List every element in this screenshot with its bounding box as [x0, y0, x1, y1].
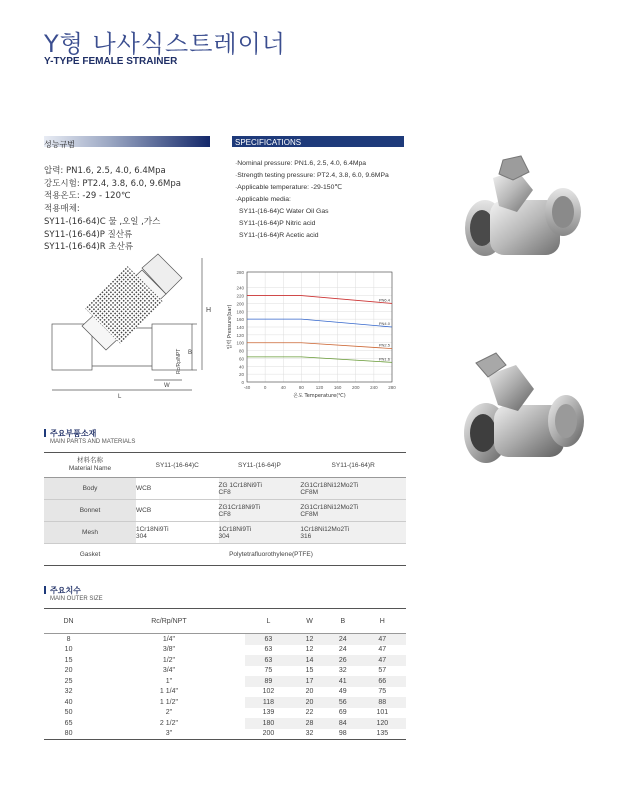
- page-title-english: Y-TYPE FEMALE STRAINER: [44, 56, 178, 67]
- parts-col-material: [44, 453, 136, 478]
- dims-cell: 15: [305, 667, 314, 675]
- chart-x-tick: 120: [315, 385, 324, 390]
- chart-series-label: PN1.6: [378, 356, 390, 362]
- dims-row: [44, 676, 406, 687]
- dim-b-label: B: [188, 350, 193, 356]
- spec-list-english: [235, 158, 389, 242]
- dims-cell: 57: [378, 667, 387, 675]
- dims-cell: 12: [305, 646, 314, 654]
- chart-y-label: 압력 Pressure(bar): [227, 304, 233, 350]
- dims-row: [44, 687, 406, 698]
- chart-x-tick: 40: [280, 385, 286, 390]
- dims-cell: 75: [264, 667, 273, 675]
- chart-y-tick: 280: [236, 270, 244, 275]
- dims-row: [44, 708, 406, 719]
- spec-line: 강도시험: PT2.4, 3.8, 6.0, 9.6Mpa: [44, 178, 181, 189]
- chart-x-tick: 240: [370, 385, 378, 390]
- chart-y-tick: 0: [241, 380, 244, 385]
- dims-cell: 20: [305, 688, 314, 696]
- dims-cell: 15: [64, 656, 73, 664]
- dims-cell: 3": [165, 730, 173, 738]
- dims-cell: 32: [338, 667, 347, 675]
- dims-row: [44, 634, 406, 645]
- dims-cell: 63: [245, 634, 292, 645]
- spec-list-korean: [44, 165, 181, 254]
- chart-y-tick: 20: [238, 372, 244, 378]
- section-marker: [44, 586, 46, 594]
- dims-heading-ko: 주요치수: [50, 586, 81, 595]
- dims-cell: 50: [64, 709, 73, 717]
- dims-cell: 3/8": [162, 646, 176, 654]
- dim-rc-label: Rc/Rp/NPT: [176, 348, 182, 374]
- spec-line: SY11-(16-64)P 질산류: [44, 229, 133, 240]
- spec-line: ·Applicable media:: [235, 196, 291, 203]
- dims-cell: 69: [338, 709, 347, 717]
- dims-cell: 101: [376, 709, 389, 717]
- dims-row: [44, 655, 406, 666]
- spec-line: SY11-(16-64)C 물 ,오일 ,가스: [44, 216, 161, 227]
- parts-row: [44, 500, 406, 522]
- material-label-en: Material Name: [68, 465, 112, 472]
- parts-cell: ZG1Cr18Ni12Mo2Ti CF8M: [300, 478, 406, 500]
- dims-heading-en: MAIN OUTER SIZE: [50, 596, 103, 602]
- dims-cell: 102: [262, 688, 275, 696]
- chart-y-tick: 160: [236, 317, 244, 323]
- chart-y-tick: 200: [236, 301, 244, 307]
- parts-cell: Polytetrafluorothylene(PTFE): [229, 551, 313, 558]
- chart-series-label: PN6.4: [378, 297, 390, 303]
- dims-cell: 56: [327, 697, 359, 708]
- dim-h-label: H: [206, 307, 212, 314]
- parts-col-c: SY11-(16-64)C: [155, 461, 199, 469]
- dims-cell: 200: [262, 730, 275, 738]
- dims-cell: 98: [338, 730, 347, 738]
- parts-cell: Gasket: [79, 551, 101, 558]
- dims-cell: 10: [64, 646, 73, 654]
- dims-cell: 47: [359, 634, 406, 645]
- dims-cell: 17: [292, 676, 327, 687]
- parts-row: [44, 522, 406, 544]
- dims-row: [44, 645, 406, 656]
- parts-table: [44, 452, 406, 566]
- spec-line: 적용온도: -29 - 120℃: [44, 191, 131, 202]
- dims-cell: 14: [292, 655, 327, 666]
- parts-section-heading: [44, 428, 135, 445]
- dims-cell: 65: [64, 719, 73, 727]
- dims-row: [44, 666, 406, 677]
- parts-col-r: SY11-(16-64)R: [331, 461, 375, 469]
- dims-cell: 120: [359, 718, 406, 729]
- dims-cell: 139: [262, 709, 275, 717]
- dim-w-label: W: [164, 383, 170, 389]
- spec-line: SY11-(16-64)P Nitric acid: [239, 220, 316, 227]
- dims-cell: 135: [376, 730, 389, 738]
- chart-y-tick: 220: [236, 293, 244, 299]
- dims-row: [44, 697, 406, 708]
- dims-cell: 1/4": [162, 635, 176, 643]
- parts-cell: 1Cr18Ni9Ti 304: [219, 522, 301, 544]
- section-marker: [44, 429, 46, 437]
- dims-cell: 3/4": [162, 667, 176, 675]
- parts-cell: ZG1Cr18Ni9Ti CF8: [219, 500, 301, 522]
- dims-cell: 1/2": [162, 656, 176, 664]
- dimensions-table: [44, 608, 406, 740]
- dims-cell: 75: [378, 688, 387, 696]
- chart-x-tick: 160: [333, 385, 342, 390]
- dims-cell: 32: [305, 730, 314, 738]
- dims-col-l: L: [266, 617, 271, 625]
- dims-cell: 12: [292, 634, 327, 645]
- parts-cell: 1Cr18Ni12Mo2Ti 316: [300, 522, 406, 544]
- dims-cell: 2": [165, 709, 173, 717]
- dims-cell: 88: [359, 697, 406, 708]
- spec-line: ·Strength testing pressure: PT2.4, 3.8, 6.0, 9.6MPa: [235, 172, 389, 179]
- dims-cell: 28: [292, 718, 327, 729]
- chart-x-label: 온도 Temperature(℃): [293, 393, 346, 399]
- dims-cell: 118: [245, 697, 292, 708]
- parts-row-gasket: [44, 544, 406, 566]
- dims-cell: 1 1/2": [159, 698, 178, 706]
- parts-cell: Bonnet: [44, 500, 136, 522]
- dims-cell: 80: [64, 730, 73, 738]
- parts-cell: Mesh: [44, 522, 136, 544]
- pressure-temperature-chart: [225, 262, 410, 407]
- chart-y-tick: 120: [236, 332, 244, 338]
- parts-cell: WCB: [136, 485, 152, 492]
- dims-cell: 1": [165, 677, 173, 685]
- spec-line: 압력: PN1.6, 2.5, 4.0, 6.4Mpa: [44, 166, 166, 176]
- dims-cell: 26: [327, 655, 359, 666]
- parts-cell: ZG1Cr18Ni12Mo2Ti CF8M: [300, 500, 406, 522]
- spec-line: SY11-(16-64)R 초산류: [44, 242, 134, 253]
- dims-cell: 1 1/4": [159, 688, 178, 696]
- dims-col-h: H: [379, 617, 385, 625]
- chart-series-label: PN2.5: [378, 342, 390, 348]
- parts-cell: 1Cr18Ni9Ti 304: [136, 525, 169, 540]
- dims-cell: 20: [64, 667, 73, 675]
- dims-row: [44, 729, 406, 740]
- dims-cell: 41: [327, 676, 359, 687]
- dims-section-heading: [44, 585, 103, 602]
- dims-col-w: W: [306, 617, 313, 625]
- spec-heading-en: SPECIFICATIONS: [235, 138, 302, 147]
- dims-cell: 2 1/2": [159, 719, 178, 727]
- dims-cell: 22: [305, 709, 314, 717]
- dims-col-dn: DN: [63, 617, 74, 625]
- spec-line: 적용매체:: [44, 204, 80, 215]
- dims-cell: 47: [378, 646, 387, 654]
- dims-cell: 180: [245, 718, 292, 729]
- chart-y-tick: 100: [236, 340, 244, 346]
- chart-y-tick: 140: [236, 325, 244, 330]
- spec-line: SY11-(16-64)R Acetic acid: [239, 232, 319, 239]
- parts-cell: ZG 1Cr18Ni9Ti CF8: [219, 478, 301, 500]
- parts-cell: WCB: [136, 507, 152, 514]
- spec-line: ·Nominal pressure: PN1.6, 2.5, 4.0, 6.4Mpa: [235, 160, 367, 167]
- dims-row: [44, 718, 406, 729]
- chart-x-tick: 280: [388, 385, 396, 390]
- spec-line: SY11-(16-64)C Water Oil Gas: [239, 208, 329, 215]
- chart-series-label: PN4.0: [378, 321, 390, 326]
- chart-y-tick: 60: [238, 356, 244, 362]
- page-title-korean: Y형 나사식스트레이너: [44, 30, 286, 58]
- parts-row: [44, 478, 406, 500]
- parts-col-p: SY11-(16-64)P: [237, 461, 281, 469]
- chart-x-tick: -40: [243, 385, 251, 390]
- dims-cell: 49: [338, 688, 347, 696]
- dims-cell: 47: [359, 655, 406, 666]
- dims-col-b: B: [340, 617, 346, 625]
- chart-x-tick: 80: [298, 385, 304, 390]
- chart-y-tick: 180: [236, 309, 244, 315]
- dims-cell: 66: [359, 676, 406, 687]
- dims-cell: 89: [245, 676, 292, 687]
- dims-cell: 84: [327, 718, 359, 729]
- dims-cell: 63: [245, 655, 292, 666]
- dims-cell: 40: [64, 698, 73, 706]
- parts-heading-en: MAIN PARTS AND MATERIALS: [50, 439, 136, 445]
- strainer-photo-bottom: [458, 345, 593, 470]
- chart-y-tick: 240: [236, 285, 244, 291]
- parts-cell: Body: [44, 478, 136, 500]
- dims-cell: 25: [64, 677, 73, 685]
- chart-y-tick: 80: [238, 348, 244, 354]
- chart-x-tick: 0: [263, 385, 267, 390]
- spec-line: ·Applicable temperature: -29-150℃: [235, 184, 342, 191]
- dims-cell: 32: [64, 688, 73, 696]
- strainer-photo-top: [455, 150, 590, 270]
- dims-cell: 24: [327, 634, 359, 645]
- dims-col-thread: Rc/Rp/NPT: [151, 617, 187, 625]
- dim-l-label: L: [118, 394, 122, 400]
- strainer-technical-drawing: [42, 250, 222, 400]
- material-label-ko: 材料名称: [77, 457, 103, 464]
- dims-cell: 63: [264, 646, 273, 654]
- chart-y-tick: 40: [238, 364, 244, 370]
- spec-heading-ko: 성능규범: [44, 140, 75, 149]
- chart-x-tick: 200: [351, 385, 360, 390]
- dims-cell: 24: [338, 646, 347, 654]
- dims-cell: 8: [66, 635, 71, 643]
- parts-heading-ko: 주요부품소재: [50, 429, 97, 438]
- dims-cell: 20: [292, 697, 327, 708]
